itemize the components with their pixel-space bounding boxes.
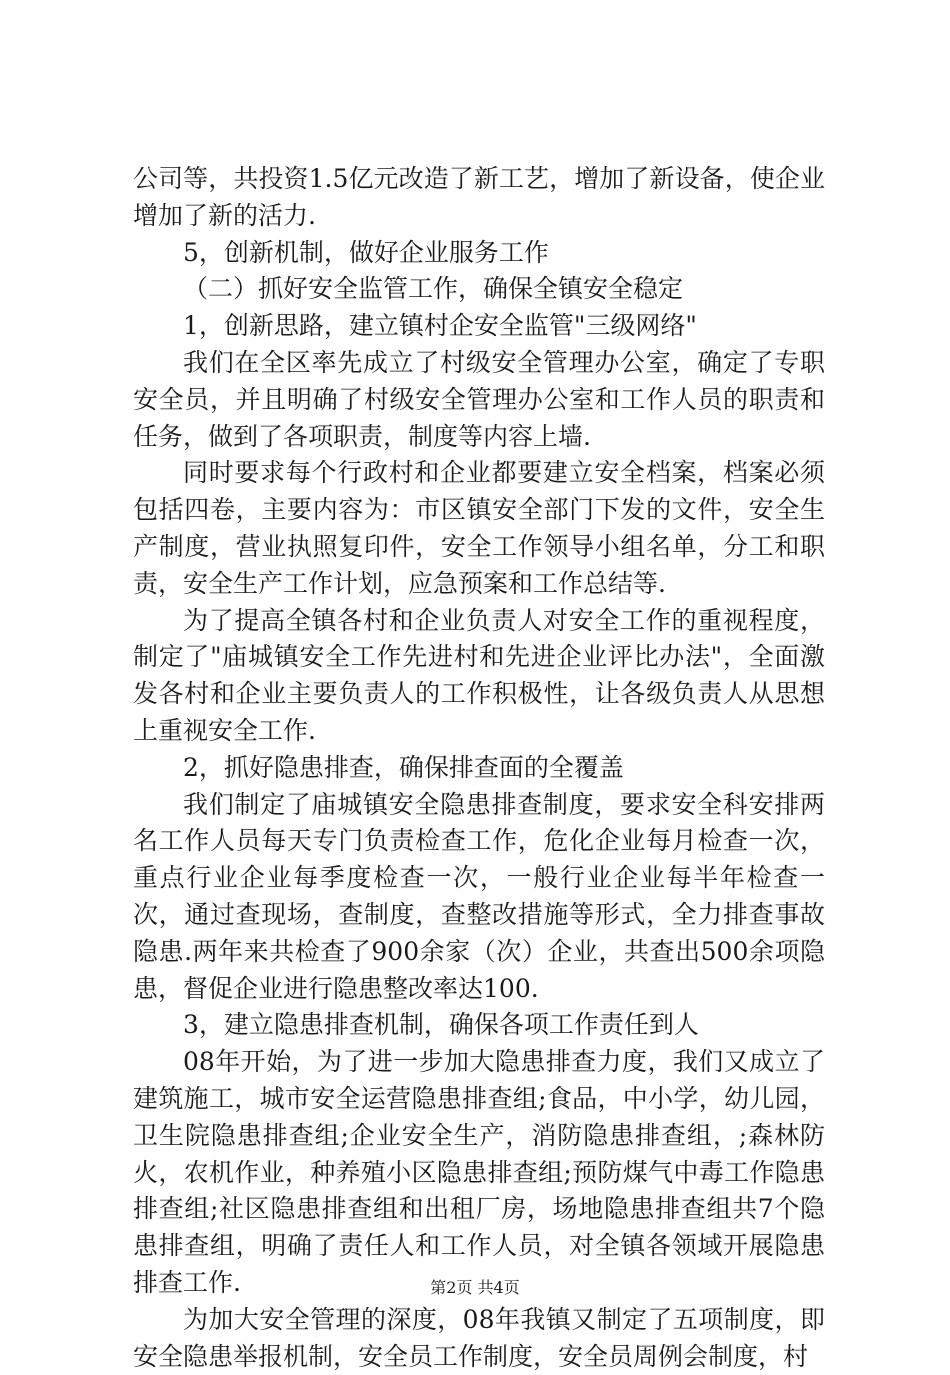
section-heading: （二）抓好安全监管工作，确保全镇安全稳定 bbox=[183, 274, 684, 304]
paragraph: 为加大安全管理的深度，08年我镇又制定了五项制度，即安全隐患举报机制，安全员工作制度，安全员周例会制度，村 bbox=[133, 1304, 825, 1371]
paragraph: 同时要求每个行政村和企业都要建立安全档案，档案必须包括四卷，主要内容为：市区镇安全部门下发的文件，安全生产制度，营业执照复印件，安全工作领导小组名单，分工和职责，安全生产工作计划，应急预案和工作总结等. bbox=[133, 458, 825, 598]
document-body bbox=[133, 161, 825, 1375]
paragraph: 08年开始，为了进一步加大隐患排查力度，我们又成立了建筑施工，城市安全运营隐患排查组;食品，中小学，幼儿园，卫生院隐患排查组;企业安全生产，消防隐患排查组，;森林防火，农机作业，种养殖小区隐患排查组;预防煤气中毒工作隐患排查组;社区隐患排查组和出租厂房，场地隐患排查组共7个隐患排查组，明确了责任人和工作人员，对全镇各领域开展隐患排查工作. bbox=[133, 1047, 825, 1297]
paragraph: 我们制定了庙城镇安全隐患排查制度，要求安全科安排两名工作人员每天专门负责检查工作，危化企业每月检查一次，重点行业企业每季度检查一次，一般行业企业每半年检查一次，通过查现场，查制度，查整改措施等形式，全力排查事故隐患.两年来共检查了900余家（次）企业，共查出500余项隐患，督促企业进行隐患整改率达100. bbox=[133, 789, 825, 1003]
section-heading: 1，创新思路，建立镇村企安全监管"三级网络" bbox=[183, 311, 697, 341]
paragraph: 我们在全区率先成立了村级安全管理办公室，确定了专职安全员，并且明确了村级安全管理办公室和工作人员的职责和任务，做到了各项职责，制度等内容上墙. bbox=[133, 347, 825, 451]
section-heading: 2，抓好隐患排查，确保排查面的全覆盖 bbox=[183, 752, 624, 782]
paragraph: 为了提高全镇各村和企业负责人对安全工作的重视程度，制定了"庙城镇安全工作先进村和先进企业评比办法"，全面激发各村和企业主要负责人的工作积极性，让各级负责人从思想上重视安全工作. bbox=[133, 605, 825, 745]
section-heading: 3，建立隐患排查机制，确保各项工作责任到人 bbox=[183, 1010, 699, 1040]
page-number: 第2页 共4页 bbox=[430, 1278, 520, 1297]
section-heading: 5，创新机制，做好企业服务工作 bbox=[183, 237, 549, 267]
paragraph: 公司等，共投资1.5亿元改造了新工艺，增加了新设备，使企业增加了新的活力. bbox=[133, 164, 825, 230]
